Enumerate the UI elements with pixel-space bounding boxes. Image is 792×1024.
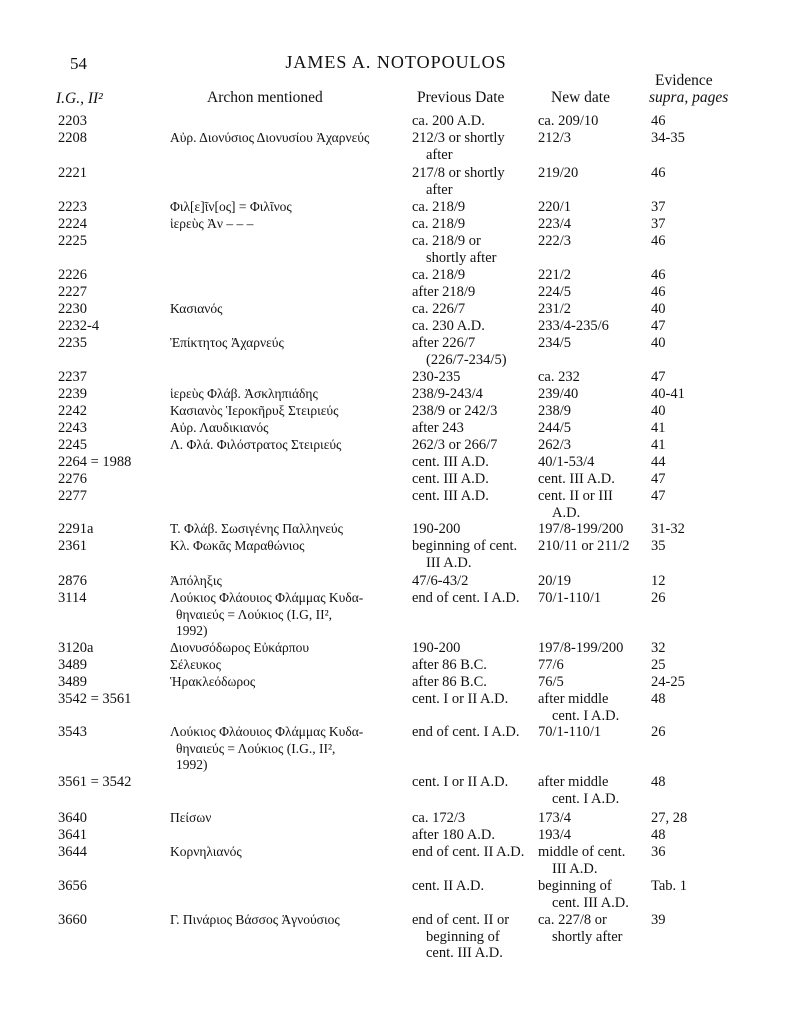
previous-date-cell-line: ca. 218/9	[412, 199, 466, 215]
previous-date-cell	[412, 454, 489, 471]
previous-date-cell	[412, 420, 464, 437]
new-date-cell-line: middle of cent.	[538, 844, 626, 860]
evidence-pages-cell: 47	[651, 471, 666, 487]
previous-date-cell-line: ca. 200 A.D.	[412, 113, 485, 129]
new-date-cell-line: 234/5	[538, 335, 572, 351]
previous-date-cell-line: 217/8 or shortly	[412, 165, 505, 181]
archon-cell	[170, 420, 268, 437]
archon-cell-line: Φιλ[ε]ῖν[ος] = Φιλῖνος	[170, 199, 292, 214]
new-date-cell-line: III A.D.	[552, 860, 598, 877]
previous-date-cell	[412, 284, 475, 301]
new-date-cell-line: ca. 232	[538, 369, 580, 385]
ig-number-cell: 2361	[58, 538, 87, 554]
new-date-cell-line: beginning of	[538, 878, 612, 894]
ig-number-cell: 3489	[58, 657, 87, 673]
ig-number-cell: 2239	[58, 386, 87, 402]
ig-number-cell: 2226	[58, 267, 87, 283]
ig-number-cell: 2221	[58, 165, 87, 181]
previous-date-cell-line: ca. 218/9 or	[412, 233, 481, 249]
previous-date-cell-line: after 86 B.C.	[412, 674, 487, 690]
new-date-cell-line: 224/5	[538, 284, 572, 300]
new-date-cell	[538, 657, 564, 674]
ig-number-cell: 3640	[58, 810, 87, 826]
ig-number-cell: 3542 = 3561	[58, 691, 132, 707]
archon-cell	[170, 912, 340, 929]
previous-date-cell-line: 190-200	[412, 521, 461, 537]
archon-cell-line: θηναιεύς = Λούκιος (I.G., II²,	[176, 740, 336, 756]
new-date-cell-line: 76/5	[538, 674, 564, 690]
new-date-cell	[538, 301, 571, 318]
archon-cell-line: Κορνηλιανός	[170, 844, 242, 859]
previous-date-cell-line: after	[426, 146, 453, 163]
archon-cell	[170, 724, 363, 774]
new-date-cell-line: ca. 227/8 or	[538, 912, 607, 928]
previous-date-cell-line: 262/3 or 266/7	[412, 437, 498, 453]
new-date-cell-line: cent. I A.D.	[552, 707, 620, 724]
new-date-cell-line: 220/1	[538, 199, 572, 215]
evidence-pages-cell: 47	[651, 318, 666, 334]
previous-date-cell	[412, 318, 485, 335]
new-date-cell-line: 70/1-110/1	[538, 724, 602, 740]
new-date-cell	[538, 216, 571, 233]
new-date-cell	[538, 369, 580, 386]
new-date-cell-line: 197/8-199/200	[538, 521, 624, 537]
previous-date-cell	[412, 573, 468, 590]
previous-date-cell-line: end of cent. I A.D.	[412, 590, 520, 606]
previous-date-cell-line: after 180 A.D.	[412, 827, 495, 843]
previous-date-cell	[412, 674, 487, 691]
previous-date-cell	[412, 810, 465, 827]
ig-number-cell: 3656	[58, 878, 87, 894]
new-date-cell	[538, 640, 623, 657]
ig-number-cell: 2208	[58, 130, 87, 146]
evidence-pages-cell: 24-25	[651, 674, 685, 690]
ig-number-cell: 3660	[58, 912, 87, 928]
previous-date-cell-line: III A.D.	[426, 554, 472, 571]
evidence-pages-cell: 31-32	[651, 521, 685, 537]
new-date-cell	[538, 284, 571, 301]
new-date-cell	[538, 488, 613, 521]
archon-cell-line: Γ. Πινάριος Βάσσος Ἁγνούσιος	[170, 912, 340, 927]
archon-cell-line: θηναιεύς = Λούκιος (I.G, II²,	[176, 606, 333, 622]
previous-date-cell	[412, 590, 520, 607]
evidence-pages-cell: 39	[651, 912, 666, 928]
new-date-cell	[538, 521, 623, 538]
evidence-pages-cell: 40	[651, 301, 666, 317]
previous-date-cell-line: 238/9-243/4	[412, 386, 483, 402]
ig-number-cell: 3114	[58, 590, 87, 606]
previous-date-cell-line: after 218/9	[412, 284, 476, 300]
new-date-cell	[538, 538, 630, 555]
ig-number-cell: 2291a	[58, 521, 94, 537]
archon-cell-line: 1992)	[176, 623, 208, 638]
archon-cell	[170, 521, 343, 538]
evidence-pages-cell: 46	[651, 165, 666, 181]
ig-number-cell: 2225	[58, 233, 87, 249]
previous-date-cell	[412, 199, 465, 216]
ig-number-cell: 3561 = 3542	[58, 774, 132, 790]
evidence-pages-cell: 37	[651, 216, 666, 232]
new-date-cell-line: ca. 209/10	[538, 113, 599, 129]
previous-date-cell	[412, 538, 517, 571]
ig-number-cell: 2264 = 1988	[58, 454, 132, 470]
column-header-archon: Archon mentioned	[207, 89, 323, 106]
previous-date-cell	[412, 488, 489, 505]
new-date-cell-line: after middle	[538, 774, 609, 790]
new-date-cell-line: 222/3	[538, 233, 572, 249]
new-date-cell-line: 210/11 or 211/2	[538, 538, 630, 554]
evidence-pages-cell: 48	[651, 691, 666, 707]
archon-cell-line: Αὐρ. Διονύσιος Διονυσίου Ἀχαρνεύς	[170, 130, 370, 145]
previous-date-cell-line: cent. I or II A.D.	[412, 691, 509, 707]
new-date-cell-line: 193/4	[538, 827, 572, 843]
evidence-pages-cell: 12	[651, 573, 666, 589]
new-date-cell	[538, 420, 571, 437]
previous-date-cell-line: 47/6-43/2	[412, 573, 469, 589]
previous-date-cell	[412, 403, 497, 420]
evidence-pages-cell: 47	[651, 369, 666, 385]
archon-cell	[170, 810, 211, 827]
archon-cell-line: Λούκιος Φλάουιος Φλάμμας Κυδα-	[170, 590, 364, 605]
evidence-pages-cell: 46	[651, 233, 666, 249]
archon-cell-line: 1992)	[176, 757, 208, 772]
previous-date-cell	[412, 640, 460, 657]
archon-cell-line: Τ. Φλάβ. Σωσιγένης Παλληνεύς	[170, 521, 343, 536]
previous-date-cell	[412, 165, 505, 198]
new-date-cell	[538, 267, 571, 284]
previous-date-cell-line: ca. 218/9	[412, 216, 466, 232]
evidence-pages-cell: 35	[651, 538, 666, 554]
previous-date-cell-line: end of cent. II or	[412, 912, 510, 928]
previous-date-cell-line: cent. I or II A.D.	[412, 774, 509, 790]
previous-date-cell-line: shortly after	[426, 249, 497, 266]
previous-date-cell-line: 230-235	[412, 369, 461, 385]
new-date-cell	[538, 912, 622, 945]
archon-cell-line: Λούκιος Φλάουιος Φλάμμας Κυδα-	[170, 724, 364, 739]
new-date-cell	[538, 774, 619, 807]
new-date-cell	[538, 386, 578, 403]
column-header-evidence-line-2: supra, pages	[649, 89, 729, 106]
new-date-cell-line: 239/40	[538, 386, 579, 402]
archon-cell	[170, 538, 304, 555]
previous-date-cell	[412, 301, 465, 318]
new-date-cell-line: after middle	[538, 691, 609, 707]
ig-number-cell: 2242	[58, 403, 87, 419]
previous-date-cell-line: end of cent. II A.D.	[412, 844, 525, 860]
previous-date-cell-line: ca. 218/9	[412, 267, 466, 283]
evidence-pages-cell: 36	[651, 844, 666, 860]
ig-number-cell: 2223	[58, 199, 87, 215]
ig-number-cell: 2276	[58, 471, 87, 487]
previous-date-cell-line: after 243	[412, 420, 464, 436]
ig-number-cell: 2277	[58, 488, 87, 504]
evidence-pages-cell: 27, 28	[651, 810, 688, 826]
ig-number-cell: 2235	[58, 335, 87, 351]
previous-date-cell	[412, 233, 496, 266]
previous-date-cell-line: 238/9 or 242/3	[412, 403, 498, 419]
previous-date-cell-line: 190-200	[412, 640, 461, 656]
previous-date-cell-line: 212/3 or shortly	[412, 130, 505, 146]
new-date-cell-line: 70/1-110/1	[538, 590, 602, 606]
evidence-pages-cell: 46	[651, 267, 666, 283]
previous-date-cell	[412, 216, 465, 233]
new-date-cell	[538, 878, 629, 911]
new-date-cell	[538, 335, 571, 352]
ig-number-cell: 3120a	[58, 640, 94, 656]
new-date-cell	[538, 454, 594, 471]
archon-cell-line: Αὐρ. Λαυδικιανός	[170, 420, 269, 435]
new-date-cell	[538, 165, 578, 182]
previous-date-cell-line: ca. 230 A.D.	[412, 318, 485, 334]
ig-number-cell: 3644	[58, 844, 87, 860]
previous-date-cell-line: cent. III A.D.	[412, 471, 489, 487]
evidence-pages-cell: 40	[651, 403, 666, 419]
archon-cell	[170, 199, 292, 216]
new-date-cell	[538, 437, 571, 454]
previous-date-cell	[412, 844, 524, 861]
archon-cell-line: Πείσων	[170, 810, 212, 825]
running-title: JAMES A. NOTOPOULOS	[285, 52, 507, 72]
new-date-cell	[538, 810, 571, 827]
new-date-cell	[538, 724, 601, 741]
archon-cell	[170, 130, 369, 147]
archon-cell	[170, 216, 253, 233]
new-date-cell	[538, 318, 609, 335]
new-date-cell-line: 238/9	[538, 403, 572, 419]
previous-date-cell	[412, 521, 460, 538]
previous-date-cell-line: beginning of cent.	[412, 538, 518, 554]
new-date-cell-line: 221/2	[538, 267, 572, 283]
column-header-evidence	[649, 72, 728, 106]
new-date-cell	[538, 674, 564, 691]
evidence-pages-cell: 48	[651, 827, 666, 843]
previous-date-cell-line: after 226/7	[412, 335, 476, 351]
evidence-pages-cell: 25	[651, 657, 666, 673]
archon-cell-line: Ἀπόληξις	[170, 573, 222, 588]
archon-cell	[170, 573, 222, 590]
new-date-cell-line: 40/1-53/4	[538, 454, 595, 470]
new-date-cell	[538, 471, 615, 488]
new-date-cell	[538, 590, 601, 607]
evidence-pages-cell: 44	[651, 454, 666, 470]
archon-cell-line: Λ. Φλά. Φιλόστρατος Στειριεύς	[170, 437, 342, 452]
new-date-cell-line: 173/4	[538, 810, 572, 826]
ig-number-cell: 3543	[58, 724, 87, 740]
previous-date-cell-line: cent. III A.D.	[426, 945, 503, 961]
new-date-cell	[538, 199, 571, 216]
previous-date-cell	[412, 691, 508, 708]
archon-cell-line: Ἡρακλεόδωρος	[170, 674, 256, 689]
evidence-pages-cell: 41	[651, 437, 666, 453]
column-header-evidence-line-1: Evidence	[655, 72, 713, 89]
new-date-cell-line: 233/4-235/6	[538, 318, 609, 334]
evidence-pages-cell: 40-41	[651, 386, 685, 402]
new-date-cell	[538, 233, 571, 250]
previous-date-cell	[412, 774, 508, 791]
new-date-cell-line: A.D.	[552, 504, 581, 521]
ig-number-cell: 2245	[58, 437, 87, 453]
new-date-cell-line: 77/6	[538, 657, 564, 673]
evidence-pages-cell: 40	[651, 335, 666, 351]
archon-cell-line: Σέλευκος	[170, 657, 222, 672]
archon-cell	[170, 301, 223, 318]
previous-date-cell	[412, 827, 495, 844]
ig-number-cell: 2224	[58, 216, 87, 232]
evidence-pages-cell: 34-35	[651, 130, 685, 146]
ig-number-cell: 3641	[58, 827, 87, 843]
archon-cell	[170, 657, 221, 674]
new-date-cell-line: cent. III A.D.	[538, 471, 615, 487]
previous-date-cell	[412, 130, 505, 163]
previous-date-cell-line: cent. III A.D.	[412, 488, 489, 504]
evidence-pages-cell: 47	[651, 488, 666, 504]
new-date-cell-line: 231/2	[538, 301, 572, 317]
previous-date-cell	[412, 369, 460, 386]
evidence-pages-cell: 46	[651, 284, 666, 300]
new-date-cell-line: 20/19	[538, 573, 572, 589]
ig-number-cell: 2227	[58, 284, 87, 300]
evidence-pages-cell: 26	[651, 724, 666, 740]
previous-date-cell-line: cent. III A.D.	[412, 454, 489, 470]
ig-number-cell: 2237	[58, 369, 87, 385]
previous-date-cell	[412, 878, 484, 895]
previous-date-cell	[412, 335, 507, 368]
ig-number-cell: 2203	[58, 113, 87, 129]
previous-date-cell-line: after 86 B.C.	[412, 657, 487, 673]
ig-number-cell: 3489	[58, 674, 87, 690]
previous-date-cell	[412, 657, 487, 674]
previous-date-cell-line: ca. 172/3	[412, 810, 466, 826]
new-date-cell-line: cent. II or III	[538, 488, 613, 504]
new-date-cell-line: 219/20	[538, 165, 579, 181]
previous-date-cell	[412, 386, 483, 403]
ig-number-cell: 2876	[58, 573, 87, 589]
archon-cell-line: ἱερεὺς Φλάβ. Ἀσκληπιάδης	[170, 386, 318, 401]
new-date-cell	[538, 573, 571, 590]
evidence-pages-cell: 37	[651, 199, 666, 215]
archon-cell	[170, 386, 318, 403]
archon-cell	[170, 844, 242, 861]
previous-date-cell	[412, 912, 509, 962]
new-date-cell	[538, 130, 571, 147]
new-date-cell-line: 262/3	[538, 437, 572, 453]
previous-date-cell-line: after	[426, 181, 453, 198]
ig-number-cell: 2232-4	[58, 318, 100, 334]
column-header-previous-date: Previous Date	[417, 89, 505, 106]
new-date-cell-line: shortly after	[552, 928, 623, 945]
previous-date-cell	[412, 437, 497, 454]
archon-cell-line: Ἐπίκτητος Ἀχαρνεύς	[170, 335, 284, 350]
archon-cell-line: Διονυσόδωρος Εὐκάρπου	[170, 640, 310, 655]
archon-cell	[170, 437, 341, 454]
archon-cell-line: ἱερεὺς Ἀν – – –	[170, 216, 254, 231]
previous-date-cell-line: beginning of	[426, 928, 500, 945]
previous-date-cell	[412, 267, 465, 284]
evidence-pages-cell: 32	[651, 640, 666, 656]
previous-date-cell-line: cent. II A.D.	[412, 878, 485, 894]
evidence-pages-cell: 48	[651, 774, 666, 790]
archon-cell-line: Κασιανός	[170, 301, 223, 316]
evidence-pages-cell: 26	[651, 590, 666, 606]
archon-cell	[170, 590, 363, 640]
evidence-pages-cell: 41	[651, 420, 666, 436]
previous-date-cell-line: ca. 226/7	[412, 301, 466, 317]
previous-date-cell	[412, 724, 520, 741]
new-date-cell-line: 244/5	[538, 420, 572, 436]
archon-cell-line: Κλ. Φωκᾶς Μαραθώνιος	[170, 538, 305, 553]
evidence-pages-cell: Tab. 1	[651, 878, 688, 894]
new-date-cell	[538, 691, 619, 724]
new-date-cell-line: cent. I A.D.	[552, 790, 620, 807]
archon-cell-line: Κασιανὸς Ἱεροκῆρυξ Στειριεύς	[170, 403, 339, 418]
archon-cell	[170, 640, 309, 657]
new-date-cell	[538, 403, 571, 420]
new-date-cell-line: 212/3	[538, 130, 572, 146]
previous-date-cell-line: (226/7-234/5)	[426, 351, 507, 368]
archon-cell	[170, 335, 284, 352]
page-number: 54	[70, 54, 87, 73]
new-date-cell	[538, 113, 598, 130]
evidence-pages-cell: 46	[651, 113, 666, 129]
new-date-cell-line: 223/4	[538, 216, 572, 232]
ig-number-cell: 2243	[58, 420, 87, 436]
previous-date-cell	[412, 113, 485, 130]
new-date-cell	[538, 827, 571, 844]
ig-number-cell: 2230	[58, 301, 87, 317]
previous-date-cell-line: end of cent. I A.D.	[412, 724, 520, 740]
new-date-cell	[538, 844, 625, 877]
archon-cell	[170, 403, 338, 420]
new-date-cell-line: cent. III A.D.	[552, 894, 629, 911]
column-header-ig: I.G., II²	[56, 90, 103, 107]
archon-cell	[170, 674, 255, 691]
previous-date-cell	[412, 471, 489, 488]
new-date-cell-line: 197/8-199/200	[538, 640, 624, 656]
column-header-new-date: New date	[551, 89, 610, 106]
